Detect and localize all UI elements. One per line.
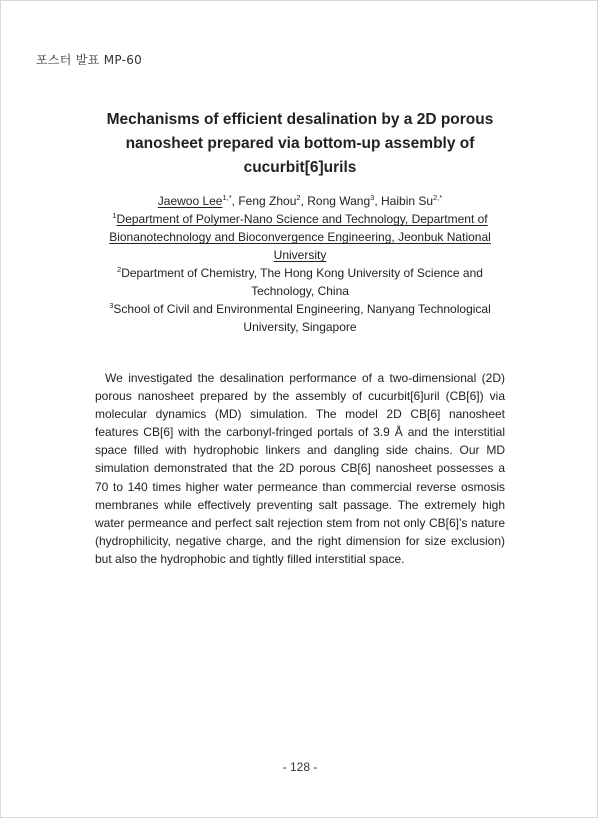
affiliation-line bbox=[60, 228, 540, 246]
author-separator: , bbox=[231, 194, 239, 208]
affiliation-text: University bbox=[273, 248, 327, 262]
affiliation bbox=[60, 300, 540, 336]
affiliation bbox=[60, 210, 540, 264]
affiliation-line bbox=[60, 300, 540, 318]
affiliation bbox=[60, 264, 540, 300]
affiliation-line bbox=[60, 210, 540, 228]
affiliation-text: Department of Chemistry, The Hong Kong University of Science and bbox=[121, 266, 483, 280]
author-affiliation-mark: 1,* bbox=[222, 193, 232, 202]
title-line: Mechanisms of efficient desalination by a 2D porous bbox=[106, 111, 494, 128]
author-separator: , bbox=[300, 194, 308, 208]
title-line: nanosheet prepared via bottom-up assembly of bbox=[125, 135, 475, 152]
author-name: Haibin Su bbox=[381, 194, 434, 208]
author bbox=[307, 194, 374, 208]
affiliation-text: School of Civil and Environmental Engineering, Nanyang Technological bbox=[113, 302, 491, 316]
affiliation-mark: 3 bbox=[109, 301, 114, 310]
author bbox=[238, 194, 300, 208]
affiliation-text: Bionanotechnology and Bioconvergence Engineering, Jeonbuk National bbox=[109, 230, 491, 244]
affiliation-line bbox=[60, 318, 540, 336]
affiliation-line bbox=[60, 246, 540, 264]
author bbox=[381, 194, 442, 208]
author-affiliation-mark: 2,* bbox=[433, 193, 443, 202]
author-separator: , bbox=[374, 194, 382, 208]
author-name: Jaewoo Lee bbox=[157, 194, 223, 208]
affiliation-mark: 1 bbox=[112, 211, 117, 220]
session-label: 포스터 발표 MP-60 bbox=[36, 53, 143, 67]
author-affiliation-mark: 3 bbox=[370, 193, 375, 202]
author-name: Feng Zhou bbox=[238, 194, 297, 208]
affiliation-text: Technology, China bbox=[251, 284, 349, 298]
affiliation-line bbox=[60, 264, 540, 282]
author-list bbox=[60, 192, 540, 210]
abstract-paragraph: We investigated the desalination performance of a two-dimensional (2D) porous nanosheet prepared by the assembly of cucurbit[6]uril (CB[6]) via molecular dynamics (MD) simulation. The model 2D CB[6] nanosheet features CB[6] with the carbonyl-fringed portals of 3.9 Å and the interstitial space filled with hydrophobic linkers and dangling side chains. Our MD simulation demonstrated that the 2D porous CB[6] nanosheet possesses a 70 to 140 times higher water permeance than commercial reverse osmosis membranes while effectively preventing salt passage. The extremely high water permeance and perfect salt rejection stem from not only CB[6]’s nature (hydrophilicity, negative charge, and the right dimension for size exclusion) but also the hydrophobic and tightly filled interstitial space. bbox=[95, 371, 505, 566]
author bbox=[158, 194, 232, 208]
affiliation-text: Department of Polymer-Nano Science and Technology, Department of bbox=[116, 212, 488, 226]
page-number: - 128 - bbox=[282, 760, 318, 774]
affiliation-text: University, Singapore bbox=[243, 320, 357, 334]
title-line: cucurbit[6]urils bbox=[243, 159, 357, 176]
author-block bbox=[60, 192, 540, 336]
author-name: Rong Wang bbox=[307, 194, 371, 208]
author-affiliation-mark: 2 bbox=[296, 193, 301, 202]
affiliation-line bbox=[60, 282, 540, 300]
affiliation-mark: 2 bbox=[117, 265, 122, 274]
paper-title bbox=[60, 108, 540, 180]
